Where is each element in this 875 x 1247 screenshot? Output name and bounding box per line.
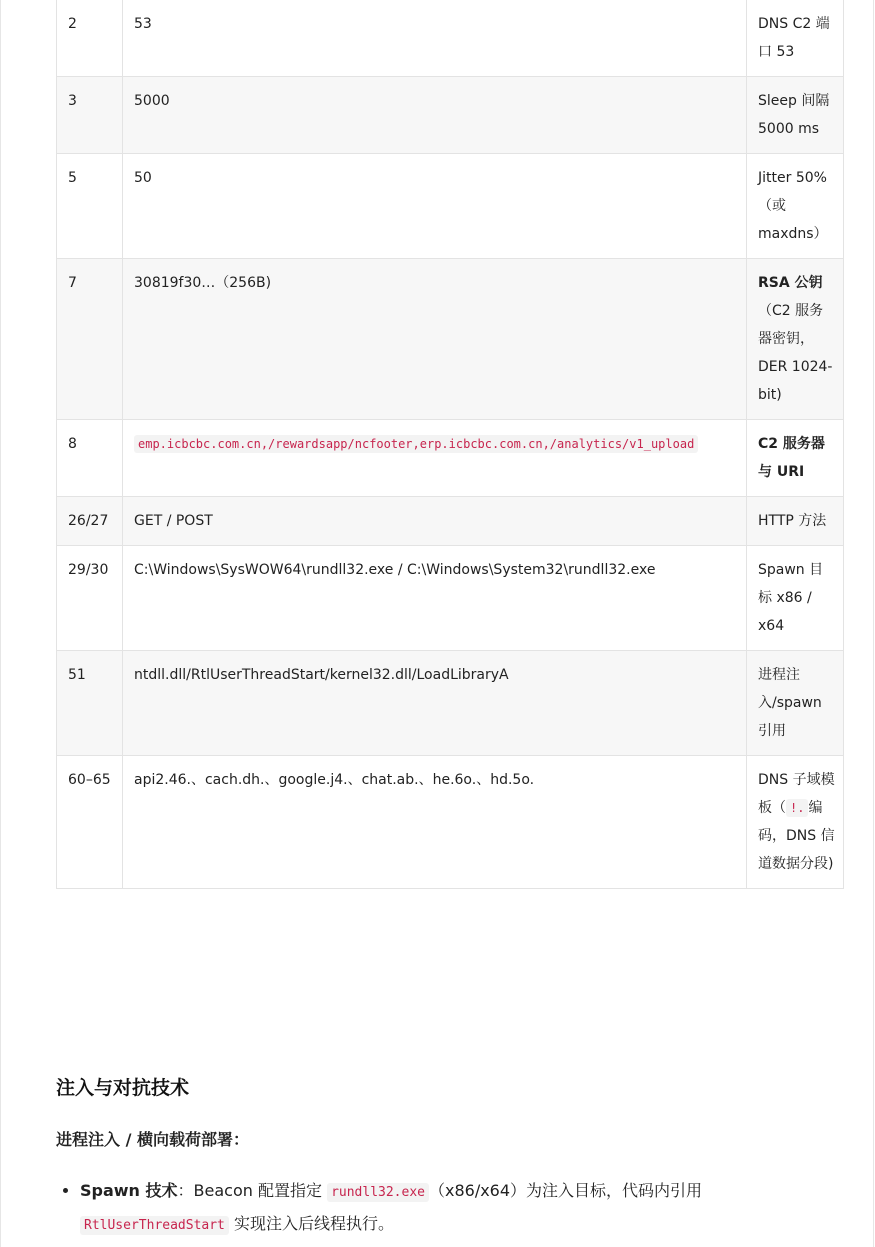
cell-id: 3 — [57, 77, 123, 154]
table-row — [57, 651, 844, 756]
bullet-list — [56, 1175, 820, 1241]
cell-desc: Sleep 间隔 5000 ms — [747, 77, 844, 154]
cell-value: ntdll.dll/RtlUserThreadStart/kernel32.dll/LoadLibraryA — [123, 651, 747, 756]
cell-desc — [747, 420, 844, 497]
desc-text: （C2 服务器密钥，DER 1024-bit) — [758, 303, 833, 403]
table-row — [57, 497, 844, 546]
cell-id: 60–65 — [57, 756, 123, 889]
section-heading: 注入与对抗技术 — [56, 1077, 190, 1099]
cell-id: 2 — [57, 0, 123, 77]
table-row — [57, 546, 844, 651]
page-border-left — [0, 0, 1, 1247]
bullet-lead: Spawn 技术 — [80, 1181, 178, 1200]
cell-value: 53 — [123, 0, 747, 77]
cell-desc: 进程注入/spawn 引用 — [747, 651, 844, 756]
table-row — [57, 77, 844, 154]
bullet-text: 实现注入后线程执行。 — [228, 1214, 394, 1233]
cell-value: 5000 — [123, 77, 747, 154]
table-row — [57, 154, 844, 259]
cell-id: 26/27 — [57, 497, 123, 546]
cell-desc — [747, 259, 844, 420]
cell-desc: Spawn 目标 x86 / x64 — [747, 546, 844, 651]
bullet-text: （x86/x64）为注入目标，代码内引用 — [428, 1181, 703, 1200]
cell-desc: Jitter 50%（或 maxdns） — [747, 154, 844, 259]
desc-code: !. — [786, 799, 808, 817]
cell-id: 7 — [57, 259, 123, 420]
cell-id: 29/30 — [57, 546, 123, 651]
table-row — [57, 756, 844, 889]
cell-id: 5 — [57, 154, 123, 259]
page-border-right — [873, 0, 874, 1247]
inline-code: rundll32.exe — [327, 1183, 429, 1202]
desc-text: 编码，DNS 信道数据分段) — [758, 800, 835, 872]
list-item — [80, 1175, 820, 1241]
cell-value: C:\Windows\SysWOW64\rundll32.exe / C:\Windows\System32\rundll32.exe — [123, 546, 747, 651]
desc-bold: C2 服务器与 URI — [758, 436, 825, 480]
cell-value: GET / POST — [123, 497, 747, 546]
cell-value: api2.46.、cach.dh.、google.j4.、chat.ab.、he.6o.、hd.5o. — [123, 756, 747, 889]
cell-desc: HTTP 方法 — [747, 497, 844, 546]
table-row — [57, 0, 844, 77]
cell-desc — [747, 756, 844, 889]
inline-code: RtlUserThreadStart — [80, 1216, 229, 1235]
cell-value: 30819f30…（256B) — [123, 259, 747, 420]
table-row — [57, 420, 844, 497]
cell-id: 8 — [57, 420, 123, 497]
c2-uri-code: emp.icbcbc.com.cn,/rewardsapp/ncfooter,erp.icbcbc.com.cn,/analytics/v1_upload — [134, 435, 698, 453]
cell-id: 51 — [57, 651, 123, 756]
cell-value: 50 — [123, 154, 747, 259]
table-row — [57, 259, 844, 420]
bullet-text: ：Beacon 配置指定 — [177, 1181, 328, 1200]
desc-bold: RSA 公钥 — [758, 275, 823, 291]
desc-text: DNS 子域模板（ — [758, 772, 835, 816]
config-table — [56, 0, 844, 889]
section-subheading: 进程注入 / 横向载荷部署： — [56, 1130, 249, 1149]
cell-desc: DNS C2 端口 53 — [747, 0, 844, 77]
cell-value — [123, 420, 747, 497]
